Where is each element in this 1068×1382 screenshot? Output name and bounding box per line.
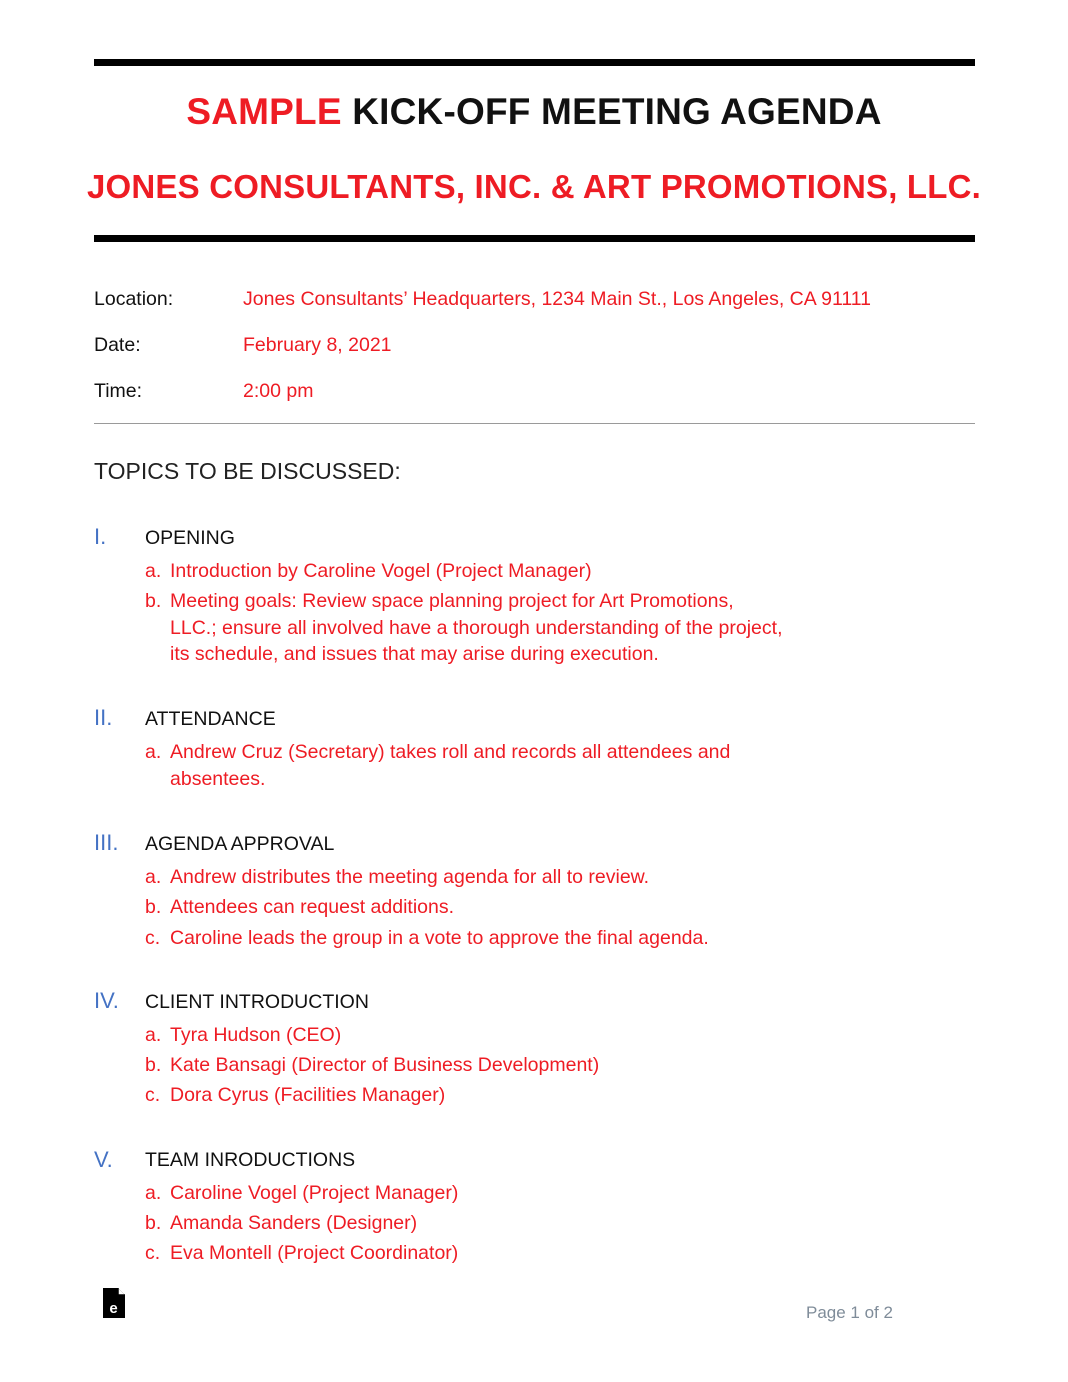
header-bottom-rule <box>94 235 975 242</box>
item-text: Attendees can request additions. <box>170 896 455 918</box>
item-text: Kate Bansagi (Director of Business Development) <box>170 1054 600 1076</box>
document-e-icon <box>101 1287 127 1319</box>
meta-divider <box>94 423 975 424</box>
item-text: Dora Cyrus (Facilities Manager) <box>170 1084 446 1106</box>
section-title-attendance: ATTENDANCE <box>145 708 276 730</box>
location-value: Jones Consultants’ Headquarters, 1234 Main St., Los Angeles, CA 91111 <box>243 288 871 310</box>
section-numeral: IV. <box>94 988 119 1013</box>
section-numeral: V. <box>94 1147 113 1172</box>
svg-text:e: e <box>109 1300 118 1317</box>
item-letter: b. <box>145 590 162 612</box>
item-letter: c. <box>145 927 161 949</box>
document-title <box>0 91 1068 133</box>
item-letter: c. <box>145 1242 161 1264</box>
item-letter: c. <box>145 1084 161 1106</box>
item-letter: a. <box>145 866 162 888</box>
item-letter: a. <box>145 560 162 582</box>
date-value: February 8, 2021 <box>243 334 392 356</box>
item-letter: b. <box>145 896 162 918</box>
title-sample-word: SAMPLE <box>186 91 342 132</box>
item-text: Introduction by Caroline Vogel (Project Manager) <box>170 560 592 582</box>
section-title-team-introductions: TEAM INRODUCTIONS <box>145 1149 356 1171</box>
item-text: Caroline Vogel (Project Manager) <box>170 1182 459 1204</box>
page-number: Page 1 of 2 <box>806 1303 893 1322</box>
item-letter: a. <box>145 1182 162 1204</box>
section-title-agenda-approval: AGENDA APPROVAL <box>145 833 335 855</box>
item-text: Amanda Sanders (Designer) <box>170 1212 418 1234</box>
title-main: KICK-OFF MEETING AGENDA <box>352 91 882 132</box>
item-text: Andrew Cruz (Secretary) takes roll and records all attendees and absentees. <box>170 741 731 790</box>
section-numeral: I. <box>94 524 107 549</box>
item-text: Eva Montell (Project Coordinator) <box>170 1242 459 1264</box>
topics-heading: TOPICS TO BE DISCUSSED: <box>94 458 401 484</box>
section-numeral: II. <box>94 705 113 730</box>
item-letter: a. <box>145 1024 162 1046</box>
document-subtitle: JONES CONSULTANTS, INC. & ART PROMOTIONS, LLC. <box>86 168 982 205</box>
location-label: Location: <box>94 288 174 310</box>
date-label: Date: <box>94 334 141 356</box>
top-rule <box>94 59 975 66</box>
item-text: Caroline leads the group in a vote to approve the final agenda. <box>170 927 709 949</box>
item-letter: b. <box>145 1212 162 1234</box>
section-title-opening: OPENING <box>145 527 235 549</box>
item-text: Tyra Hudson (CEO) <box>170 1024 342 1046</box>
item-letter: b. <box>145 1054 162 1076</box>
section-numeral: III. <box>94 830 119 855</box>
item-text: Andrew distributes the meeting agenda for all to review. <box>170 866 650 888</box>
item-letter: a. <box>145 741 162 763</box>
time-label: Time: <box>94 380 143 402</box>
item-text: Meeting goals: Review space planning project for Art Promotions, LLC.; ensure all involved have a thorough understanding of the project, its schedule, and issues that may arise during execution. <box>170 590 783 665</box>
time-value: 2:00 pm <box>243 380 314 402</box>
section-title-client-introduction: CLIENT INTRODUCTION <box>145 991 369 1013</box>
